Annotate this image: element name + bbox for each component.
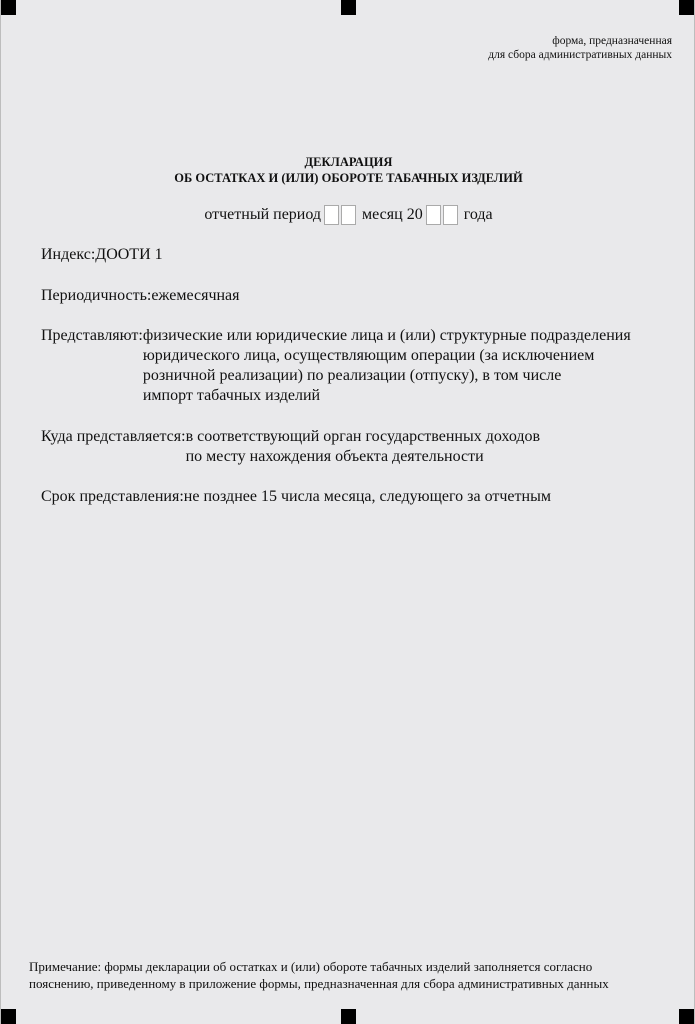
submitters-value [143, 326, 631, 406]
reporting-period [1, 204, 695, 226]
footnote [29, 958, 609, 992]
index-field [41, 245, 163, 265]
document-title [1, 154, 695, 186]
registration-mark-top-right [679, 0, 694, 15]
period-suffix: года [463, 206, 493, 223]
periodicity-field [41, 286, 240, 306]
year-cell-2[interactable] [443, 205, 458, 225]
title-line2: ОБ ОСТАТКАХ И (ИЛИ) ОБОРОТЕ ТАБАЧНЫХ ИЗДЕЛИЙ [174, 171, 523, 185]
destination-field [41, 427, 540, 467]
period-cell-2[interactable] [341, 205, 356, 225]
period-prefix: отчетный период [204, 206, 322, 223]
periodicity-label: Периодичность: [41, 287, 152, 304]
registration-mark-top-center [341, 0, 356, 15]
form-note-line1: форма, предназначенная [552, 35, 672, 47]
deadline-value: не позднее 15 числа месяца, следующего за отчетным [183, 488, 551, 505]
form-note [488, 34, 672, 62]
year-cells [426, 205, 458, 225]
submitters-field [41, 326, 631, 406]
period-cell-1[interactable] [324, 205, 339, 225]
submitters-line: юридического лица, осуществляющим операции (за исключением [142, 347, 595, 364]
year-cell-1[interactable] [426, 205, 441, 225]
periodicity-value: ежемесячная [151, 287, 240, 304]
destination-value [186, 427, 541, 467]
submitters-line: импорт табачных изделий [142, 387, 321, 404]
index-value: ДООТИ 1 [95, 246, 163, 263]
month-label: месяц 20 [362, 206, 423, 223]
destination-label: Куда представляется: [41, 428, 186, 445]
registration-mark-bottom-center [341, 1009, 356, 1024]
index-label: Индекс: [41, 246, 96, 263]
period-cells [324, 205, 356, 225]
deadline-field [41, 487, 551, 507]
registration-mark-bottom-left [1, 1009, 16, 1024]
registration-mark-top-left [1, 0, 16, 15]
submitters-label: Представляют: [41, 327, 143, 344]
deadline-label: Срок представления: [41, 488, 184, 505]
footnote-line1: Примечание: формы декларации об остатках и (или) обороте табачных изделий заполняется согласно [29, 959, 593, 974]
footnote-line2: пояснению, приведенному в приложение формы, предназначенная для сбора административных данных [29, 976, 609, 991]
registration-mark-bottom-right [679, 1009, 694, 1024]
form-note-line2: для сбора административных данных [488, 49, 672, 61]
destination-line: в соответствующий орган государственных доходов [185, 428, 541, 445]
submitters-line: розничной реализации) по реализации (отпуску), в том числе [142, 367, 562, 384]
submitters-line: физические или юридические лица и (или) структурные подразделения [142, 327, 631, 344]
destination-line: по месту нахождения объекта деятельности [185, 448, 484, 465]
title-line1: ДЕКЛАРАЦИЯ [304, 155, 393, 169]
